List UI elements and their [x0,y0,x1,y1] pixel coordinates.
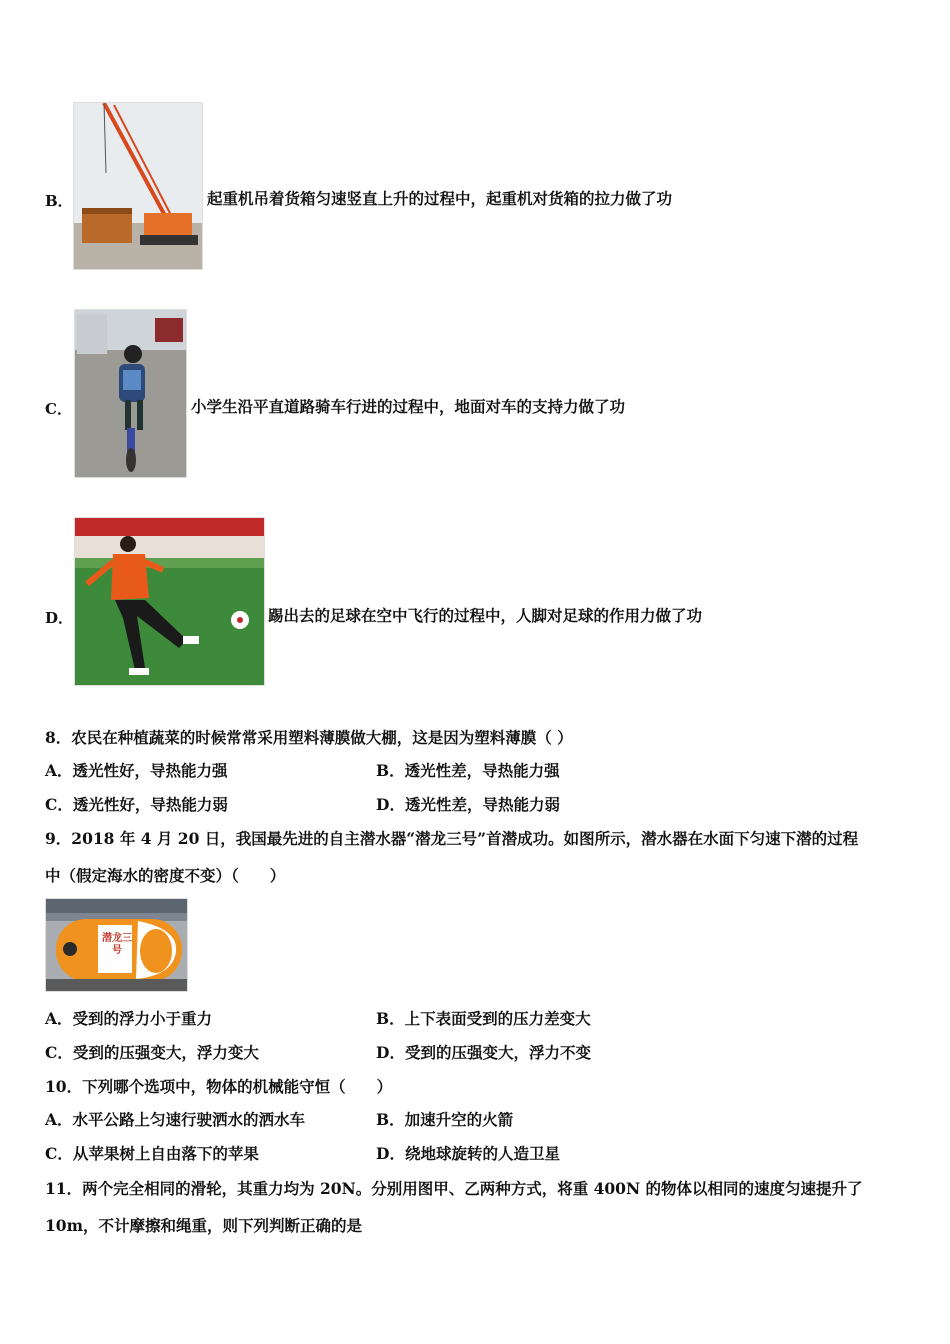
option-b-text: 起重机吊着货箱匀速竖直上升的过程中，起重机对货箱的拉力做了功 [207,189,673,208]
q10-stem: 10．下列哪个选项中，物体的机械能守恒（ ） [45,1077,393,1096]
option-c-letter: C． [45,400,72,418]
q10-option-a: A．水平公路上匀速行驶洒水的洒水车 [45,1110,306,1129]
q9-option-d: D．受到的压强变大，浮力不变 [376,1043,591,1062]
q11-stem-line1: 11．两个完全相同的滑轮，其重力均为 20N。分别用图甲、乙两种方式，将重 400N 的物体以相同的速度匀速提升了 [45,1179,863,1198]
option-d-letter: D． [45,609,74,627]
q10-option-b: B．加速升空的火箭 [376,1110,514,1129]
option-c-text: 小学生沿平直道路骑车行进的过程中，地面对车的支持力做了功 [191,397,626,416]
q9-option-a: A．受到的浮力小于重力 [45,1009,213,1028]
q8-option-a: A．透光性好，导热能力强 [45,761,228,780]
crane-photo [73,102,203,270]
q8-option-b: B．透光性差，导热能力强 [376,761,560,780]
q9-option-b: B．上下表面受到的压力差变大 [376,1009,591,1028]
q10-option-c: C．从苹果树上自由落下的苹果 [45,1144,259,1163]
football-photo [74,517,265,686]
q9-option-c: C．受到的压强变大，浮力变大 [45,1043,259,1062]
submersible-label: 潜龙三号 [102,933,132,956]
q8-option-c: C．透光性好，导热能力弱 [45,795,228,814]
q11-stem-line2: 10m，不计摩擦和绳重，则下列判断正确的是 [45,1216,362,1235]
option-b-letter: B． [45,192,73,210]
option-d-text: 踢出去的足球在空中飞行的过程中，人脚对足球的作用力做了功 [268,606,703,625]
submersible-photo [45,898,188,992]
q8-stem: 8．农民在种植蔬菜的时候常常采用塑料薄膜做大棚，这是因为塑料薄膜（ ） [45,728,573,747]
q8-option-d: D．透光性差，导热能力弱 [376,795,560,814]
q9-stem-line2: 中（假定海水的密度不变）（ ） [45,866,286,885]
q10-option-d: D．绕地球旋转的人造卫星 [376,1144,560,1163]
cyclist-photo [74,309,187,478]
q9-stem-line1: 9．2018 年 4 月 20 日，我国最先进的自主潜水器“潜龙三号”首潜成功。如图所示，潜水器在水面下匀速下潜的过程 [45,829,859,848]
